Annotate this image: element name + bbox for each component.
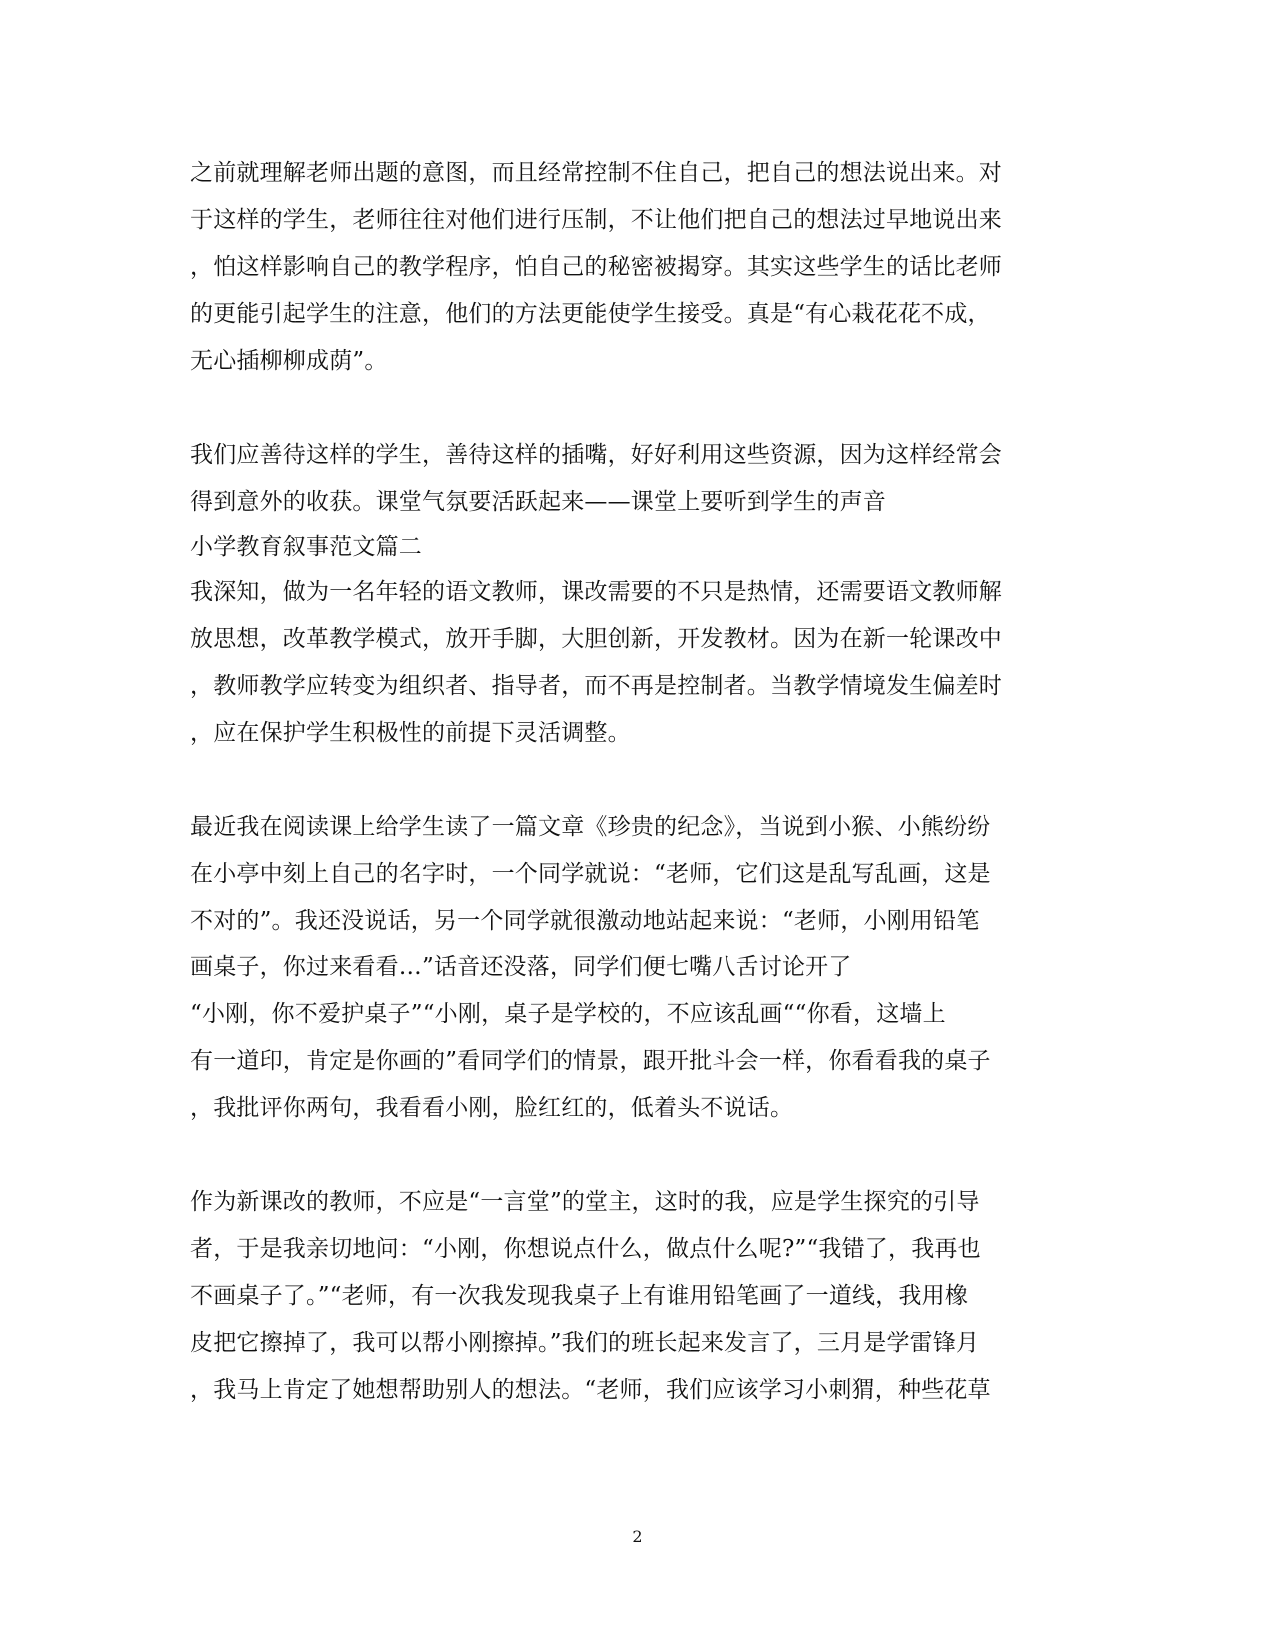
page-number: 2 [632, 1527, 643, 1546]
text-line: ，应在保护学生积极性的前提下灵活调整。 [190, 720, 631, 746]
text-line: 我深知，做为一名年轻的语文教师，课改需要的不只是热情，还需要语文教师解 [190, 579, 1002, 605]
text-line: 有一道印，肯定是你画的”看同学们的情景，跟开批斗会一样，你看看我的桌子 [190, 1048, 991, 1074]
text-line: 得到意外的收获。课堂气氛要活跃起来——课堂上要听到学生的声音 [190, 489, 886, 515]
text-line: 不对的”。我还没说话，另一个同学就很激动地站起来说：“老师，小刚用铅笔 [190, 908, 980, 934]
text-line: 于这样的学生，老师往往对他们进行压制，不让他们把自己的想法过早地说出来 [190, 207, 1002, 233]
text-line: ，我马上肯定了她想帮助别人的想法。“老师，我们应该学习小刺猬，种些花草 [190, 1377, 991, 1403]
text-line: 者，于是我亲切地问：“小刚，你想说点什么，做点什么呢?”“我错了，我再也 [190, 1236, 981, 1262]
text-line: ，怕这样影响自己的教学程序，怕自己的秘密被揭穿。其实这些学生的话比老师 [190, 254, 1002, 280]
text-line: 我们应善待这样的学生，善待这样的插嘴，好好利用这些资源，因为这样经常会 [190, 442, 1002, 468]
text-line: 作为新课改的教师，不应是“一言堂”的堂主，这时的我，应是学生探究的引导 [190, 1189, 980, 1215]
text-line: ，我批评你两句，我看看小刚，脸红红的，低着头不说话。 [190, 1095, 794, 1121]
text-line: 不画桌子了。”“老师，有一次我发现我桌子上有谁用铅笔画了一道线，我用橡 [190, 1283, 969, 1309]
text-line: 之前就理解老师出题的意图，而且经常控制不住自己，把自己的想法说出来。对 [190, 160, 1002, 186]
text-line: 无心插柳柳成荫”。 [190, 348, 388, 374]
text-line: 皮把它擦掉了，我可以帮小刚擦掉。”我们的班长起来发言了，三月是学雷锋月 [190, 1330, 980, 1356]
text-line: 放思想，改革教学模式，放开手脚，大胆创新，开发教材。因为在新一轮课改中 [190, 626, 1002, 652]
text-line: “小刚，你不爱护桌子”“小刚，桌子是学校的，不应该乱画““你看，这墙上 [190, 1001, 946, 1027]
text-line: 的更能引起学生的注意，他们的方法更能使学生接受。真是“有心栽花花不成， [190, 301, 991, 327]
section-heading: 小学教育叙事范文篇二 [190, 534, 422, 560]
text-line: ，教师教学应转变为组织者、指导者，而不再是控制者。当教学情境发生偏差时 [190, 673, 1002, 699]
text-line: 画桌子，你过来看看…”话音还没落，同学们便七嘴八舌讨论开了 [190, 954, 852, 980]
text-line: 最近我在阅读课上给学生读了一篇文章《珍贵的纪念》，当说到小猴、小熊纷纷 [190, 814, 991, 840]
text-line: 在小亭中刻上自己的名字时，一个同学就说：“老师，它们这是乱写乱画，这是 [190, 861, 991, 887]
